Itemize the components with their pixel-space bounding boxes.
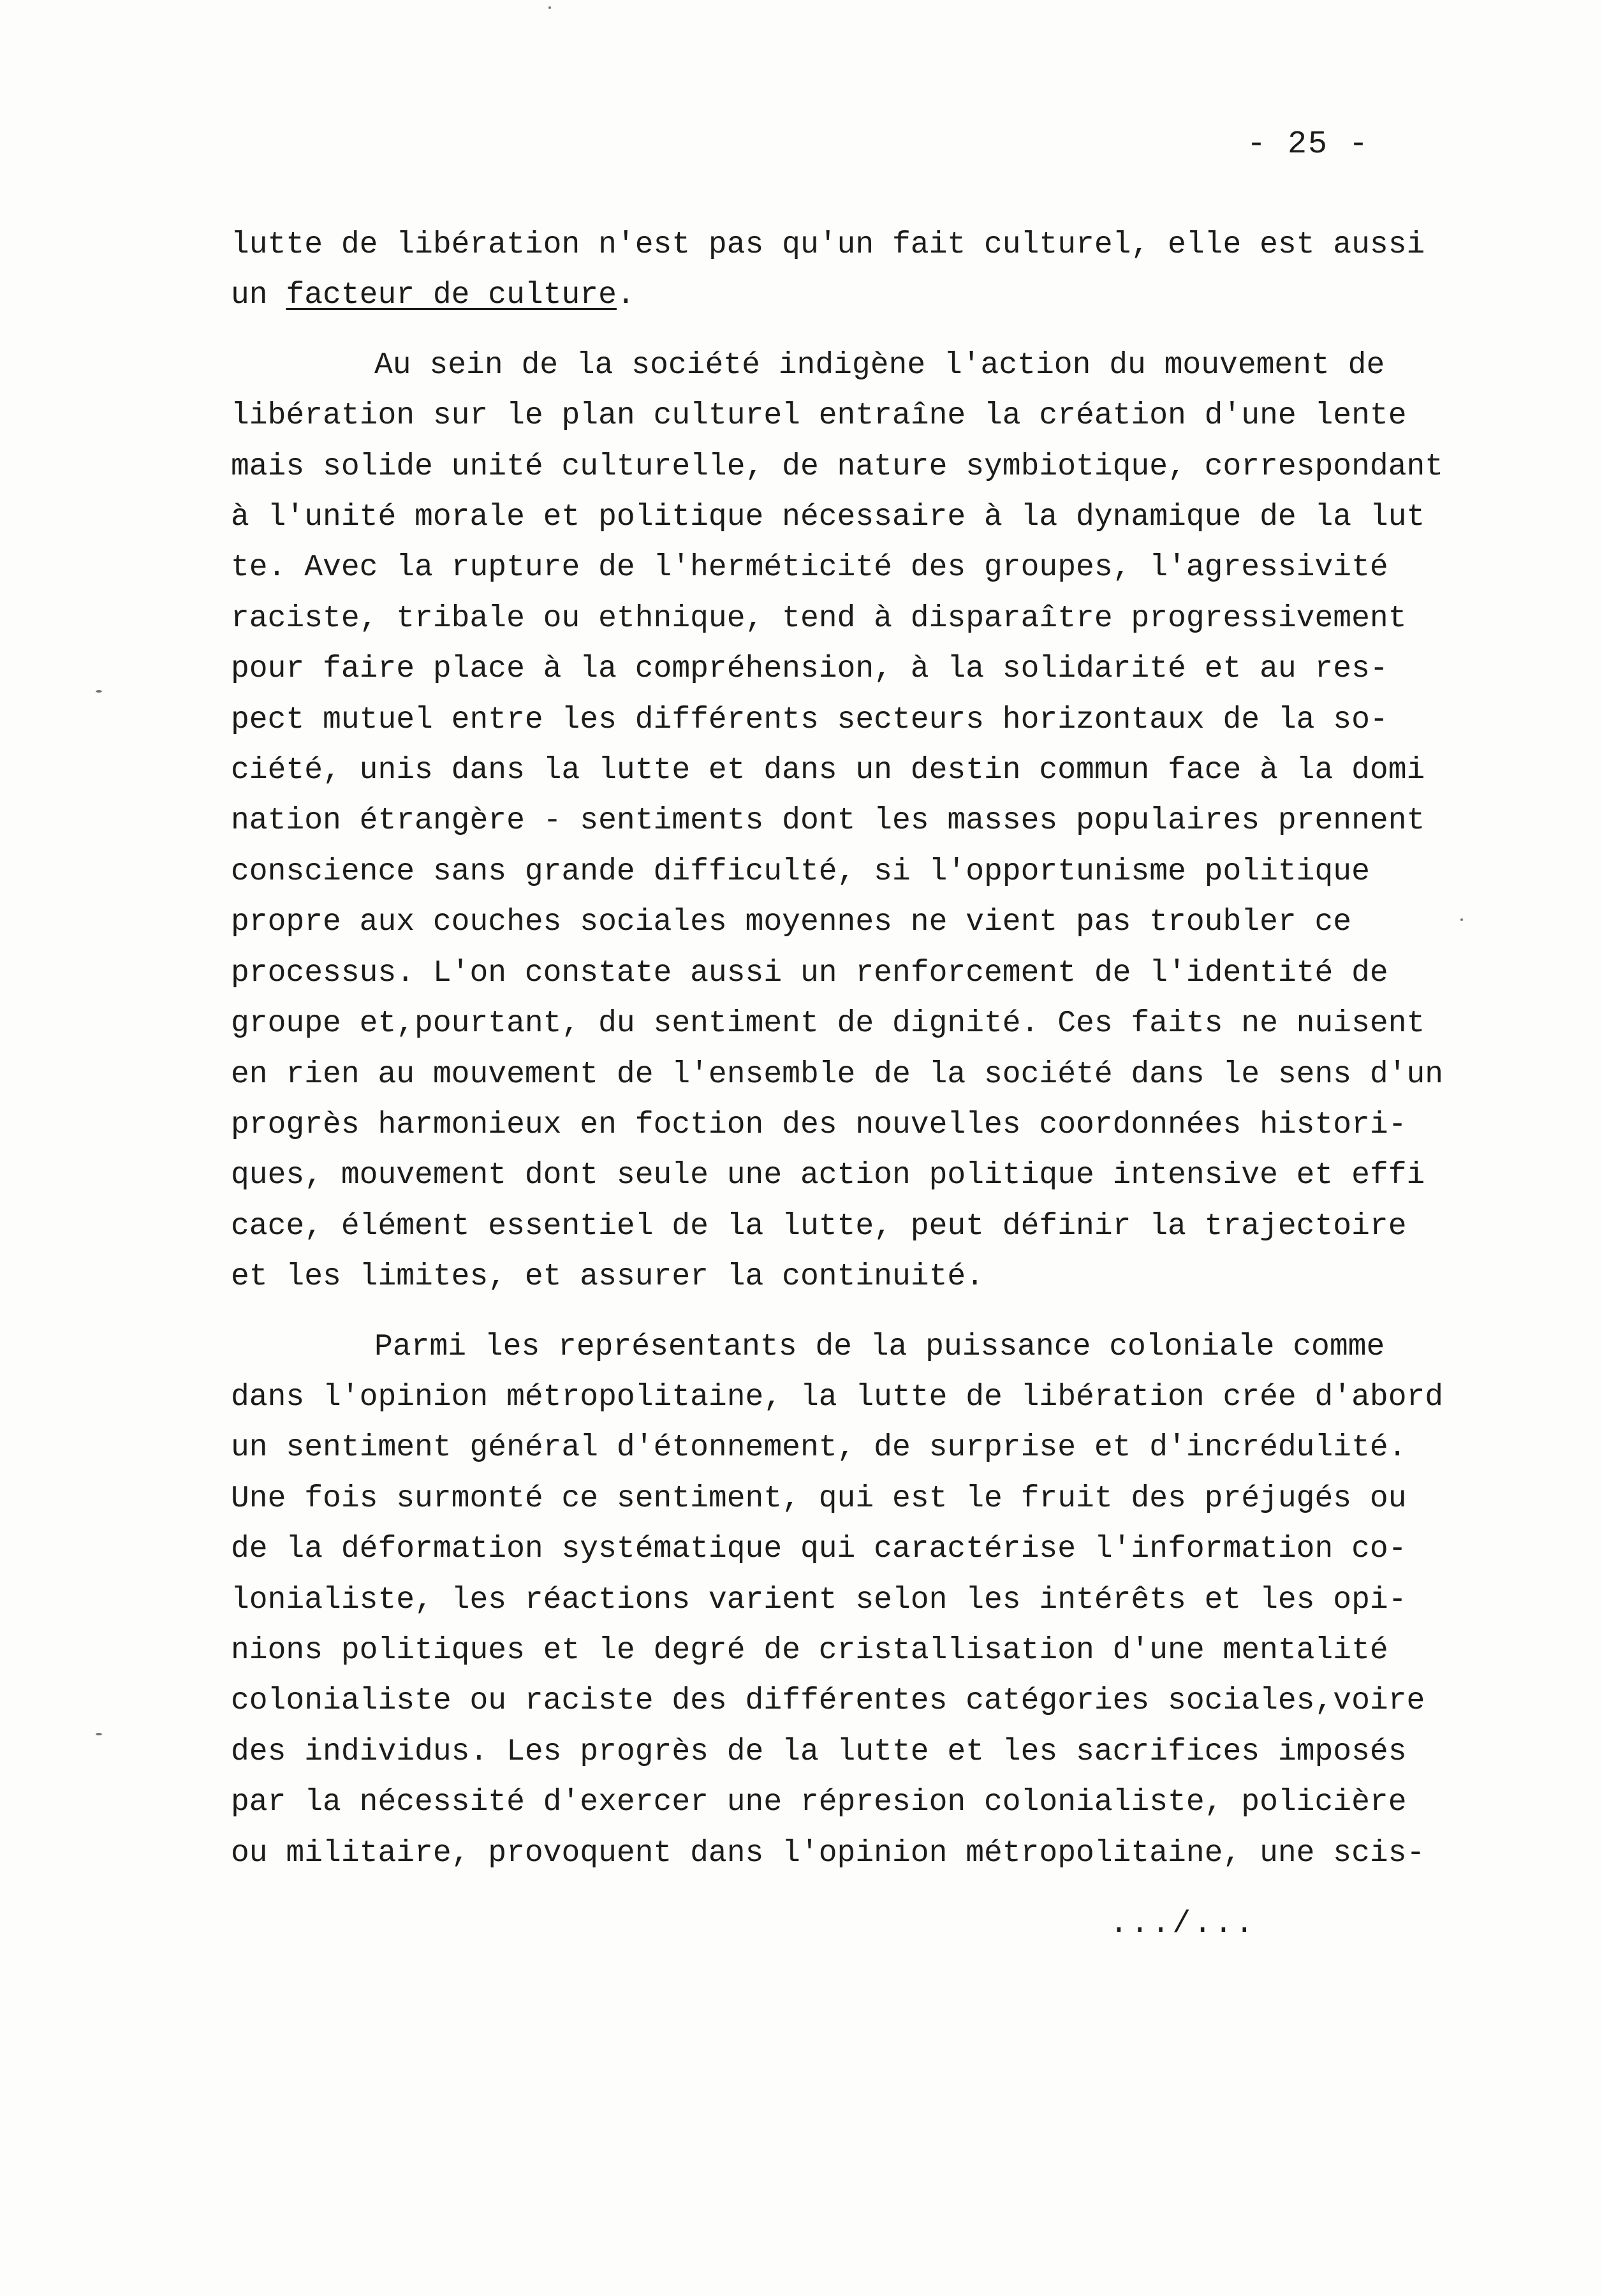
text-line: nation étrangère - sentiments dont les masses populaires prennent bbox=[231, 804, 1425, 839]
text-line: lonialiste, les réactions varient selon les intérêts et les opi- bbox=[231, 1582, 1407, 1617]
text-line: un sentiment général d'étonnement, de surprise et d'incrédulité. bbox=[231, 1431, 1407, 1466]
text-line bbox=[231, 270, 1500, 321]
text-fragment: un bbox=[231, 278, 286, 313]
text-line: cace, élément essentiel de la lutte, peut définir la trajectoire bbox=[231, 1209, 1407, 1244]
paragraph-spacer bbox=[231, 321, 1500, 341]
paragraph-spacer bbox=[231, 1303, 1500, 1322]
text-line: pect mutuel entre les différents secteurs horizontaux de la so- bbox=[231, 702, 1388, 737]
text-line: par la nécessité d'exercer une répresion colonialiste, policière bbox=[231, 1785, 1407, 1820]
paragraph-1 bbox=[231, 220, 1500, 321]
text-line: en rien au mouvement de l'ensemble de la société dans le sens d'un bbox=[231, 1057, 1444, 1092]
text-line: te. Avec la rupture de l'herméticité des groupes, l'agressivité bbox=[231, 550, 1388, 585]
underlined-phrase: facteur de culture bbox=[286, 278, 617, 313]
continuation-mark: .../... bbox=[1110, 1907, 1256, 1941]
paragraph-2 bbox=[231, 341, 1500, 1303]
text-line: de la déformation systématique qui caractérise l'information co- bbox=[231, 1532, 1407, 1567]
text-line: lutte de libération n'est pas qu'un fait culturel, elle est aussi bbox=[231, 228, 1425, 262]
text-line: conscience sans grande difficulté, si l'opportunisme politique bbox=[231, 854, 1370, 889]
text-line: mais solide unité culturelle, de nature symbiotique, correspondant bbox=[231, 449, 1444, 484]
page-number: - 25 - bbox=[1247, 126, 1370, 163]
body-text bbox=[231, 220, 1500, 1879]
scan-speck bbox=[96, 1733, 102, 1735]
text-line: raciste, tribale ou ethnique, tend à disparaître progressivement bbox=[231, 601, 1407, 636]
text-line: ciété, unis dans la lutte et dans un destin commun face à la domi bbox=[231, 753, 1425, 788]
text-line: à l'unité morale et politique nécessaire à la dynamique de la lut bbox=[231, 500, 1425, 535]
text-line: colonialiste ou raciste des différentes catégories sociales,voire bbox=[231, 1684, 1425, 1719]
text-line: dans l'opinion métropolitaine, la lutte de libération crée d'abord bbox=[231, 1380, 1444, 1415]
text-line: ou militaire, provoquent dans l'opinion métropolitaine, une scis- bbox=[231, 1836, 1425, 1871]
text-line: Au sein de la société indigène l'action du mouvement de bbox=[374, 348, 1385, 383]
paragraph-3 bbox=[231, 1322, 1500, 1879]
text-line: Une fois surmonté ce sentiment, qui est le fruit des préjugés ou bbox=[231, 1481, 1407, 1516]
text-line: ques, mouvement dont seule une action politique intensive et effi bbox=[231, 1158, 1425, 1193]
scan-speck bbox=[548, 6, 551, 9]
text-line: groupe et,pourtant, du sentiment de dignité. Ces faits ne nuisent bbox=[231, 1006, 1425, 1041]
text-line: Parmi les représentants de la puissance coloniale comme bbox=[374, 1329, 1385, 1364]
text-fragment: . bbox=[616, 278, 635, 313]
text-line: progrès harmonieux en foction des nouvelles coordonnées histori- bbox=[231, 1107, 1407, 1142]
text-line: libération sur le plan culturel entraîne la création d'une lente bbox=[231, 399, 1407, 434]
text-line: pour faire place à la compréhension, à la solidarité et au res- bbox=[231, 652, 1388, 687]
text-line: processus. L'on constate aussi un renforcement de l'identité de bbox=[231, 955, 1388, 990]
text-line: et les limites, et assurer la continuité. bbox=[231, 1260, 984, 1295]
text-line: nions politiques et le degré de cristallisation d'une mentalité bbox=[231, 1633, 1388, 1668]
text-line: des individus. Les progrès de la lutte et les sacrifices imposés bbox=[231, 1734, 1407, 1769]
text-line: propre aux couches sociales moyennes ne vient pas troubler ce bbox=[231, 905, 1352, 940]
scan-speck bbox=[96, 690, 102, 693]
scan-speck bbox=[1460, 918, 1463, 921]
